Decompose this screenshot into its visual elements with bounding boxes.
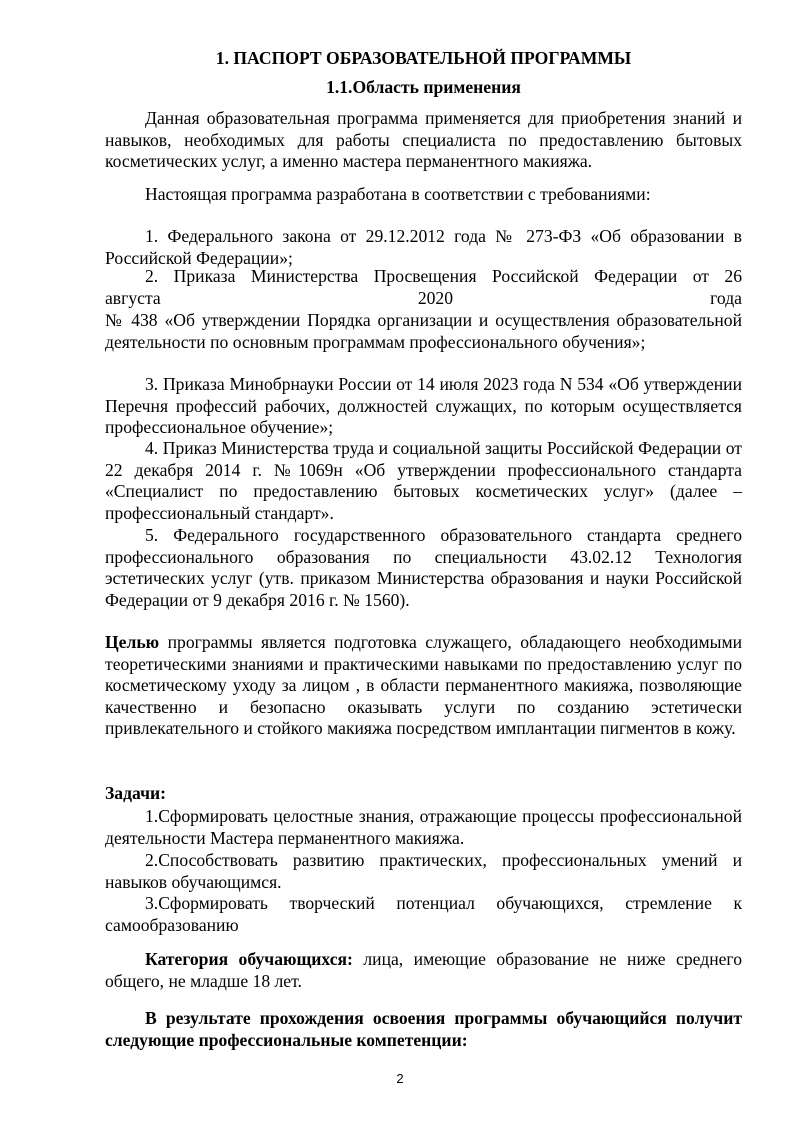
requirement-item-5: 5. Федерального государственного образовательного стандарта среднего профессионального образования по специальности 43.02.12 Технология эстетических услуг (утв. приказом Министерства образования и науки Российской Федерации от 9 декабря 2016 г. № 1560). xyxy=(105,525,742,610)
goal-paragraph xyxy=(105,632,742,740)
section-title: 1. ПАСПОРТ ОБРАЗОВАТЕЛЬНОЙ ПРОГРАММЫ xyxy=(215,48,632,68)
page-number: 2 xyxy=(396,1071,404,1086)
word-goda: года xyxy=(710,288,742,308)
word-month: августа xyxy=(105,288,161,308)
task-item-1: 1.Сформировать целостные знания, отражающие процессы профессиональной деятельности Мастера перманентного макияжа. xyxy=(105,806,742,848)
goal-label: Целью xyxy=(105,632,160,652)
result-paragraph: В результате прохождения освоения программы обучающийся получит следующие профессиональные компетенции: xyxy=(105,1008,742,1050)
word-year: 2020 xyxy=(417,288,453,308)
goal-text: программы является подготовка служащего, обладающего необходимыми теоретическими знаниями и практическими навыками по предоставлению услуг по косметическому уходу за лицом , в области перманентного макияжа, позволяющие качественно и безопасно оказывать услуги по созданию эстетически привлекательного и стойкого макияжа посредством имплантации пигментов в кожу. xyxy=(105,632,742,739)
tasks-heading: Задачи: xyxy=(105,783,166,803)
requirement-item-2-spread-line xyxy=(105,288,742,310)
task-item-3: 3.Сформировать творческий потенциал обучающихся, стремление к самообразованию xyxy=(105,893,742,935)
requirement-item-4: 4. Приказ Министерства труда и социальной защиты Российской Федерации от 22 декабря 2014 г. №1069н «Об утверждении профессионального стандарта «Специалист по предоставлению бытовых косметических услуг» (далее –профессиональный стандарт». xyxy=(105,438,742,523)
requirement-item-1: 1. Федерального закона от 29.12.2012 года № 273-ФЗ «Об образовании в Российской Федерации»; xyxy=(105,226,742,268)
requirement-item-2-rest: № 438 «Об утверждении Порядка организации и осуществления образовательной деятельности по основным программам профессионального обучения»; xyxy=(105,310,742,352)
category-label: Категория обучающихся: xyxy=(145,949,353,969)
requirements-intro: Настоящая программа разработана в соответствии с требованиями: xyxy=(145,184,651,204)
task-item-2: 2.Способствовать развитию практических, профессиональных умений и навыков обучающимся. xyxy=(105,850,742,892)
requirement-item-2-line1: 2. Приказа Министерства Просвещения Российской Федерации от 26 xyxy=(145,266,742,286)
category-text: лица, имеющие образование не ниже среднего общего, не младше 18 лет. xyxy=(105,949,742,991)
intro-paragraph: Данная образовательная программа применяется для приобретения знаний и навыков, необходимых для работы специалиста по предоставлению бытовых косметических услуг, а именно мастера перманентного макияжа. xyxy=(105,108,742,172)
category-paragraph xyxy=(105,949,742,992)
section-subtitle: 1.1.Область применения xyxy=(326,77,521,97)
requirement-item-3: 3. Приказа Минобрнауки России от 14 июля 2023 года N 534 «Об утверждении Перечня профессий рабочих, должностей служащих, по которым осуществляется профессиональное обучение»; xyxy=(105,374,742,438)
